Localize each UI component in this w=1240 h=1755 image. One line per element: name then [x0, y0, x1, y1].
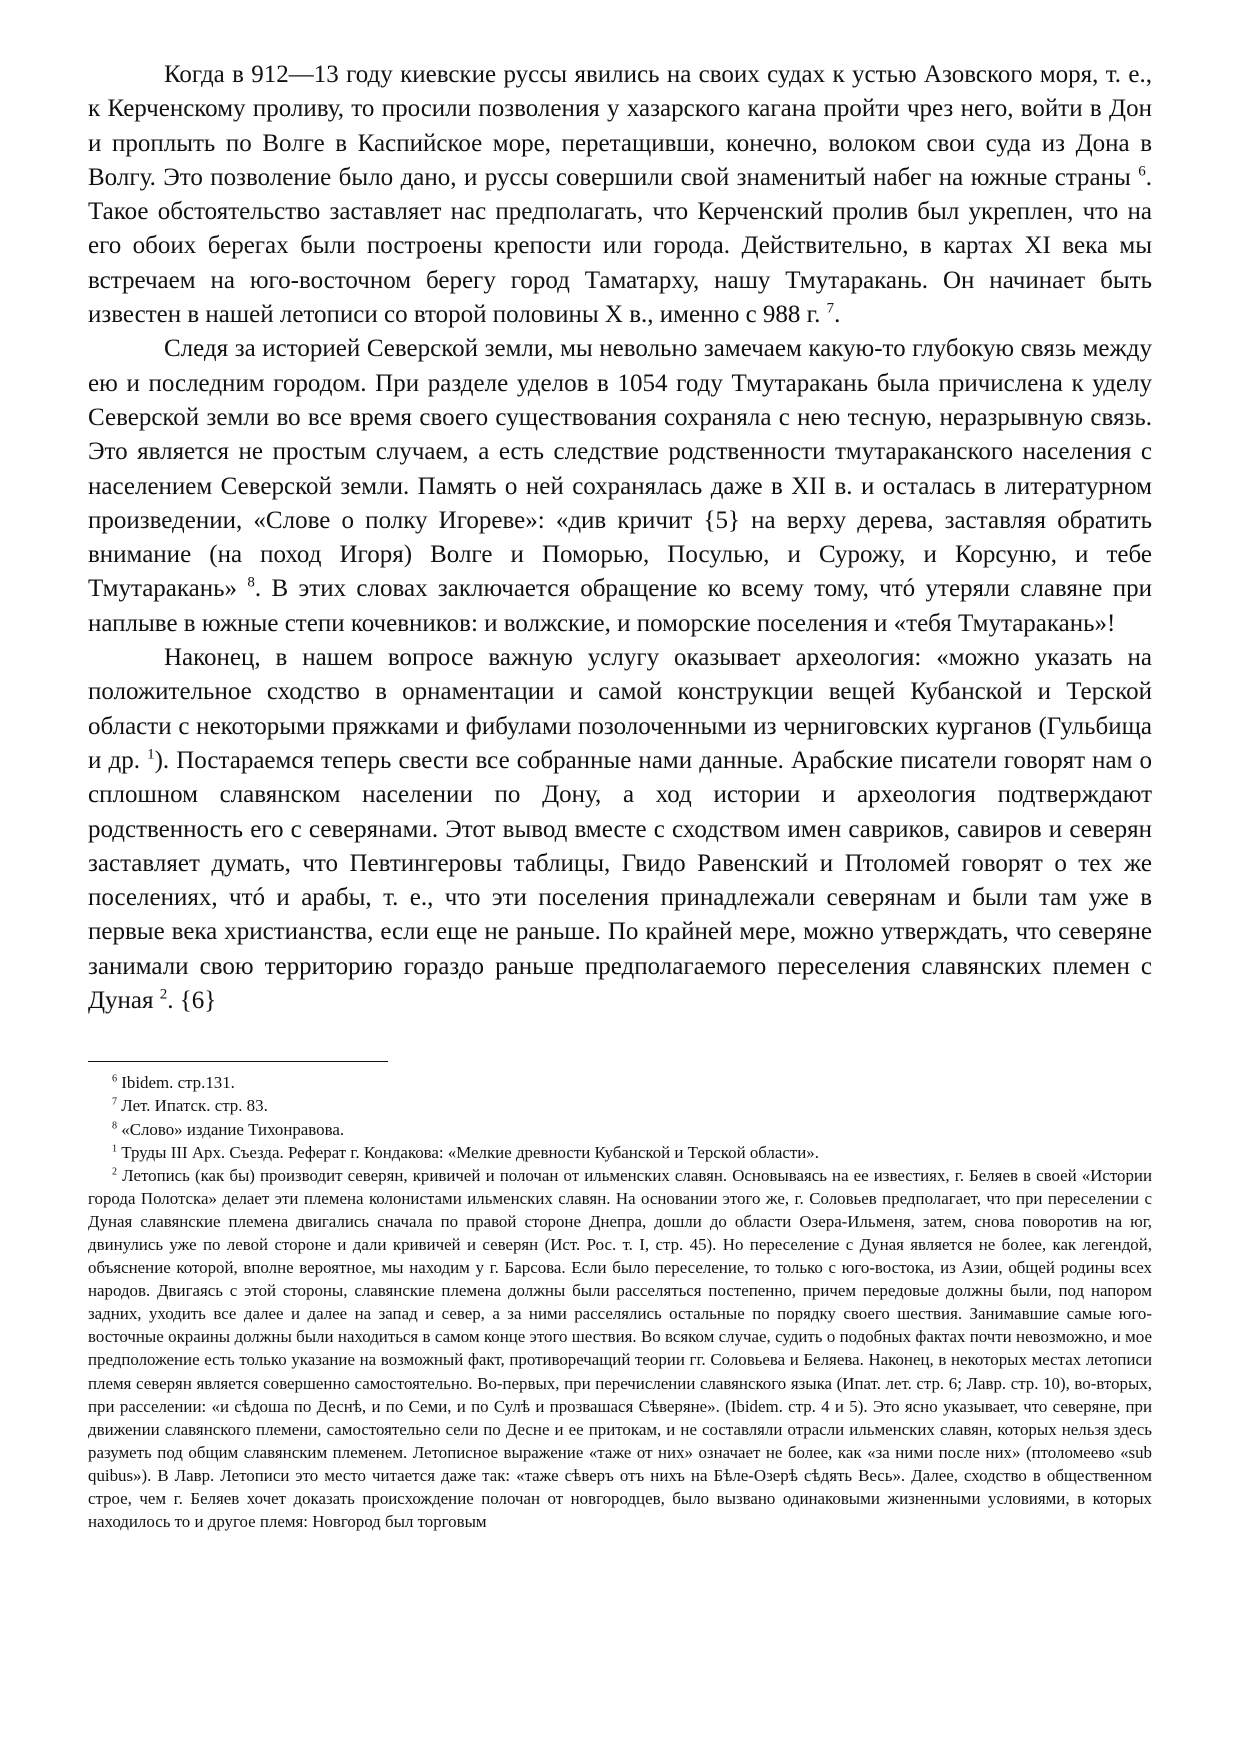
footnote — [88, 1141, 1152, 1164]
footnote-ref: 1 — [147, 746, 155, 763]
footnote-number: 2 — [112, 1166, 118, 1178]
paragraph — [88, 332, 1152, 641]
footnote-text: Труды III Арх. Съезда. Реферат г. Кондакова: «Мелкие древности Кубанской и Терской области». — [117, 1142, 819, 1162]
footnote — [88, 1164, 1152, 1534]
footnote-text: Летопись (как бы) производит северян, кривичей и полочан от ильменских славян. Основываясь на ее известиях, г. Беляев в своей «Истории города Полотска» делает эти племена колонистами ильменских славян. На основании этого же, г. Соловьев предполагает, что при переселении с Дуная славянские племена двигались сначала по правой стороне Днепра, дошли до области Озера-Ильменя, затем, снова поворотив на юг, двинулись уже по левой стороне и дали кривичей и северян (Ист. Рос. т. I, стр. 45). Но переселение с Дуная является не более, как легендой, объяснение которой, вполне вероятное, мы находим у г. Барсова. Если было переселение, то только с юго-востока, из Азии, общей родины всех народов. Двигаясь с этой стороны, славянские племена должны были расселяться постепенно, причем передовые должны были, под напором задних, уходить все далее и далее на запад и север, а за ними расселялись остальные по порядку своего шествия. Занимавшие самые юго-восточные окраины должны были находиться в самом конце этого шествия. Во всяком случае, судить о подобных фактах почти невозможно, и мое предположение есть только указание на возможный факт, противоречащий теории гг. Соловьева и Беляева. Наконец, в некоторых местах летописи племя северян является совершенно самостоятельно. Во-первых, при перечислении славянского языка (Ипат. лет. стр. 6; Лавр. стр. 10), во-вторых, при расселении: «и сѣдоша по Деснѣ, и по Семи, и по Сулѣ и прозвашася Сѣверяне». (Ibidem. стр. 4 и 5). Это ясно указывает, что северяне, при движении славянского племени, самостоятельно сели по Десне и ее притокам, и не составляли отрасли ильменских славян, которых нельзя здесь разуметь под общим славянским племенем. Летописное выражение «таже от них» означает не более, как «за ними после них» (птоломеево «sub quibus»). В Лавр. Летописи это место читается даже так: «таже сѣверъ отъ нихъ на Бѣле-Озерѣ сѣдять Весь». Далее, сходство в общественном строе, чем г. Беляев хочет доказать происхождение полочан от новгородцев, было вызвано одинаковыми жизненными условиями, в которых находилось то и другое племя: Новгород был торговым — [88, 1165, 1152, 1532]
footnote-ref: 2 — [159, 986, 168, 1003]
footnote-ref: 8 — [247, 575, 255, 592]
footnote-number: 8 — [112, 1119, 118, 1131]
footnote — [88, 1118, 1152, 1141]
footnote-text: Лет. Ипатск. стр. 83. — [117, 1096, 268, 1116]
text-run: Когда в 912—13 году киевские руссы явились на своих судах к устью Азовского моря, т. е., к Керченскому проливу, то просили позволения у хазарского кагана пройти чрез него, войти в Дон и проплыть по Волге в Каспийское море, перетащивши, конечно, волоком свои суда из Дона в Волгу. Это позволение было дано, и руссы совершили свой знаменитый набег на южные страны — [88, 61, 1152, 191]
paragraph — [88, 58, 1152, 332]
main-text — [88, 58, 1152, 1018]
text-run: Наконец, в нашем вопросе важную услугу оказывает археология: «можно указать на положительное сходство в орнаментации и самой конструкции вещей Кубанской и Терской области с некоторыми пряжками и фибулами позолоченными из черниговских курганов (Гульбища и др. — [88, 644, 1152, 774]
text-run: . — [834, 301, 841, 329]
text-run: Следя за историей Северской земли, мы невольно замечаем какую-то глубокую связь между ею и последним городом. При разделе уделов в 1054 году Тмутаракань была причислена к уделу Северской земли во все время своего существования сохраняла с нею тесную, неразрывную связь. Это является не простым случаем, а есть следствие родственности тмутараканского населения с населением Северской земли. Память о ней сохранялась даже в XII в. и осталась в литературном произведении, «Слове о полку Игореве»: «див кричит {5} на верху дерева, заставляя обратить внимание (на поход Игоря) Волге и Поморью, Посулью, и Сурожу, и Корсуню, и тебе Тмутаракань» — [88, 335, 1152, 603]
footnote — [88, 1094, 1152, 1117]
footnote-ref: 7 — [826, 300, 835, 317]
footnotes — [88, 1071, 1152, 1533]
footnote-separator — [88, 1061, 388, 1062]
footnote-text: «Слово» издание Тихонравова. — [117, 1119, 345, 1139]
footnote-ref: 6 — [1138, 163, 1146, 180]
text-run: ). Постараемся теперь свести все собранные нами данные. Арабские писатели говорят нам о сплошном славянском населении по Дону, а ход истории и археология подтверждают родственность его с северянами. Этот вывод вместе с сходством имен савриков, савиров и северян заставляет думать, что Певтингеровы таблицы, Гвидо Равенский и Птоломей говорят о тех же поселениях, чтó и арабы, т. е., что эти поселения принадлежали северянам и были там уже в первые века христианства, если еще не раньше. По крайней мере, можно утверждать, что северяне занимали свою территорию гораздо раньше предполагаемого переселения славянских племен с Дуная — [88, 746, 1152, 1015]
paragraph — [88, 641, 1152, 1018]
text-run: . Такое обстоятельство заставляет нас предполагать, что Керченский пролив был укреплен, что на его обоих берегах были построены крепости или города. Действительно, в картах XI века мы встречаем на юго-восточном берегу город Таматарху, нашу Тмутаракань. Он начинает быть известен в нашей летописи со второй половины X в., именно с 988 г. — [88, 163, 1152, 329]
footnote-number: 6 — [112, 1073, 118, 1085]
footnote — [88, 1071, 1152, 1094]
text-run: . В этих словах заключается обращение ко всему тому, чтó утеряли славяне при наплыве в южные степи кочевников: и волжские, и поморские поселения и «тебя Тмутаракань»! — [88, 575, 1152, 637]
footnote-number: 1 — [112, 1142, 118, 1154]
footnote-number: 7 — [112, 1096, 118, 1108]
text-run: . {6} — [167, 987, 217, 1015]
footnote-text: Ibidem. стр.131. — [117, 1073, 235, 1093]
